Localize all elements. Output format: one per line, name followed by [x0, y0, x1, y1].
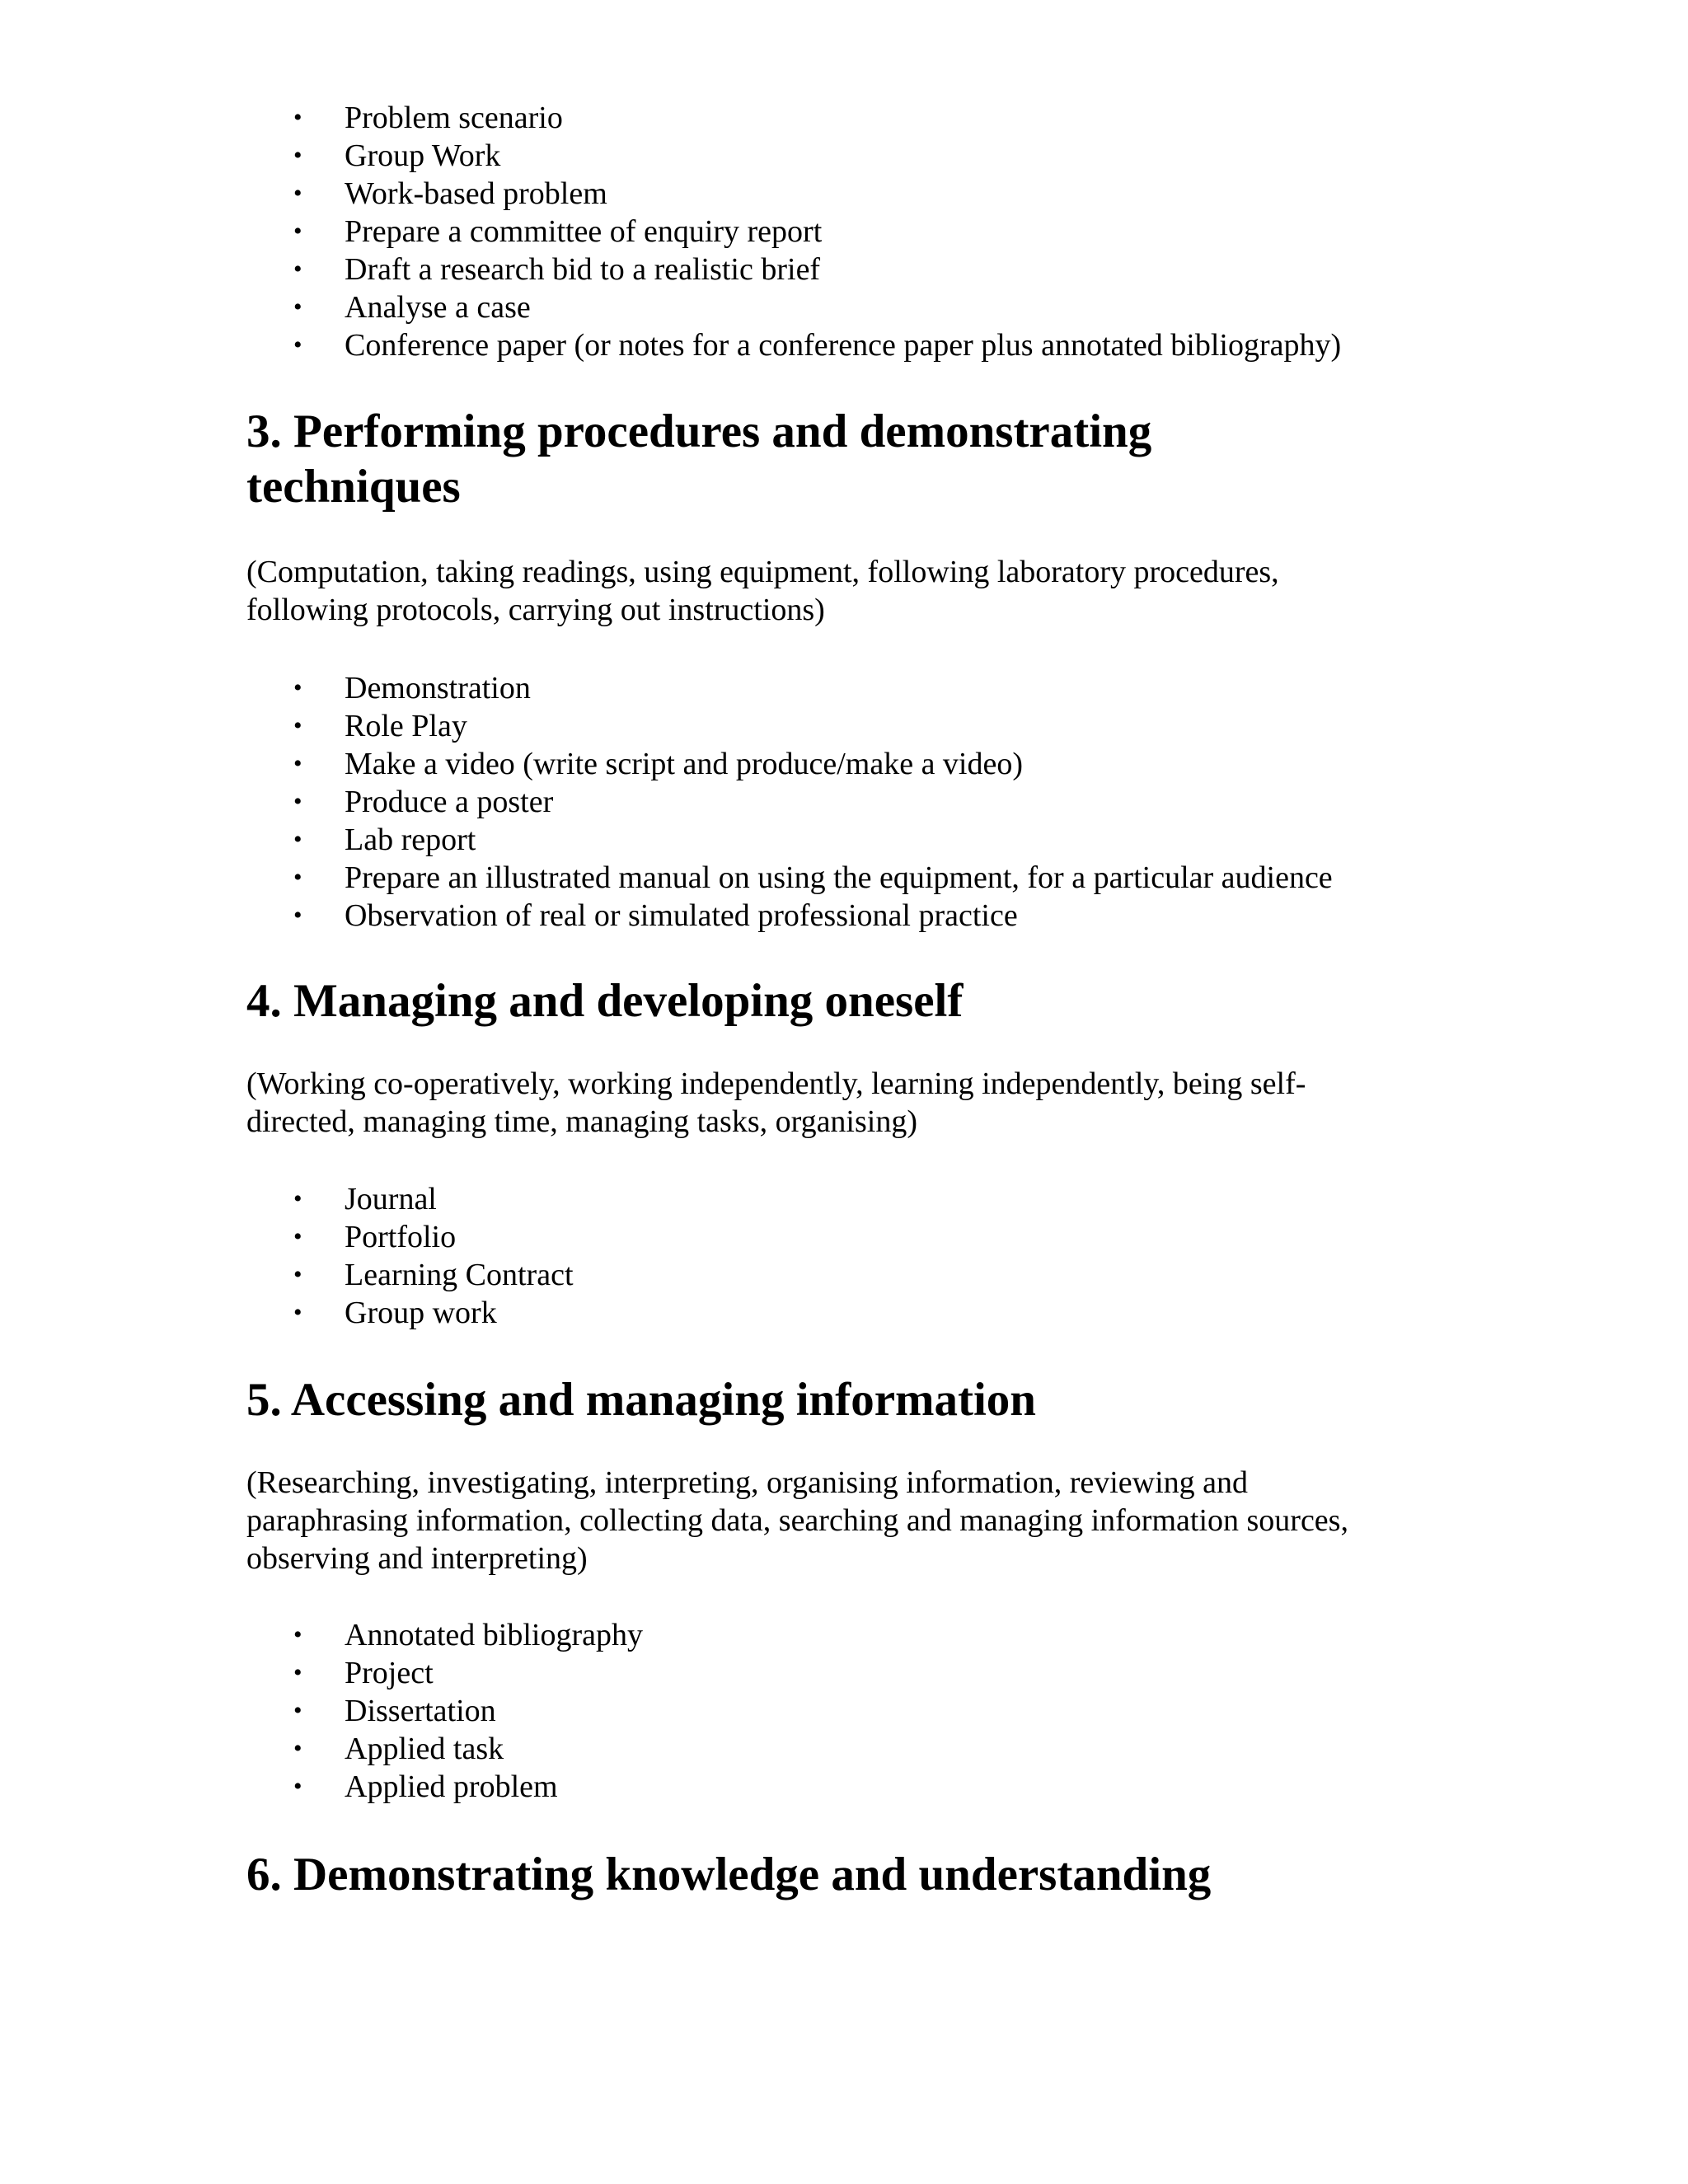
- section-4-heading: 4. Managing and developing oneself: [246, 975, 964, 1027]
- bullet-icon: •: [293, 1773, 302, 1800]
- list-item: • Conference paper (or notes for a conference paper plus annotated bibliography): [293, 328, 1342, 363]
- bullet-list-section-5: [0, 1616, 643, 1806]
- bullet-icon: •: [293, 864, 302, 891]
- bullet-icon: •: [293, 218, 302, 245]
- bullet-icon: •: [293, 788, 302, 815]
- bullet-icon: •: [293, 826, 302, 853]
- bullet-list-section-4: [0, 1180, 574, 1332]
- list-item: • Analyse a case: [293, 290, 531, 325]
- bullet-icon: •: [293, 902, 302, 929]
- bullet-icon: •: [293, 142, 302, 169]
- bullet-list-section-3: [0, 669, 1333, 935]
- bullet-icon: •: [293, 750, 302, 777]
- list-item: • Problem scenario: [293, 101, 563, 135]
- list-item: • Group Work: [293, 138, 501, 173]
- list-item: • Make a video (write script and produce/make a video): [293, 747, 1024, 781]
- section-4-description: (Working co-operatively, working independently, learning independently, being self- directed, managing time, managing tasks, organising): [246, 1066, 1306, 1139]
- bullet-icon: •: [293, 1261, 302, 1288]
- bullet-icon: •: [293, 712, 302, 739]
- list-item: • Journal: [293, 1182, 437, 1216]
- bullet-icon: •: [293, 674, 302, 701]
- bullet-icon: •: [293, 1299, 302, 1326]
- list-item: • Prepare a committee of enquiry report: [293, 214, 823, 249]
- list-item: • Draft a research bid to a realistic brief: [293, 252, 821, 287]
- section-5-description: (Researching, investigating, interpreting, organising information, reviewing and paraphrasing information, collecting data, searching and managing information sources, observing and interpreting): [246, 1465, 1348, 1576]
- section-3-description: (Computation, taking readings, using equipment, following laboratory procedures, following protocols, carrying out instructions): [246, 555, 1279, 627]
- list-item: • Role Play: [293, 709, 467, 743]
- list-item: • Dissertation: [293, 1694, 496, 1728]
- bullet-icon: •: [293, 180, 302, 207]
- list-item: • Demonstration: [293, 671, 531, 705]
- bullet-icon: •: [293, 1621, 302, 1648]
- list-item: • Annotated bibliography: [293, 1618, 643, 1652]
- bullet-icon: •: [293, 255, 302, 283]
- list-item: • Produce a poster: [293, 785, 554, 819]
- section-6-heading: 6. Demonstrating knowledge and understanding: [246, 1849, 1212, 1900]
- bullet-icon: •: [293, 1185, 302, 1212]
- bullet-icon: •: [293, 1659, 302, 1686]
- list-item: • Work-based problem: [293, 176, 607, 211]
- bullet-icon: •: [293, 1223, 302, 1250]
- bullet-icon: •: [293, 1697, 302, 1724]
- list-item: • Portfolio: [293, 1220, 457, 1254]
- list-item: • Prepare an illustrated manual on using the equipment, for a particular audience: [293, 860, 1333, 895]
- bullet-list-top: [0, 99, 1341, 364]
- bullet-icon: •: [293, 104, 302, 131]
- list-item: • Learning Contract: [293, 1258, 574, 1292]
- bullet-icon: •: [293, 331, 302, 359]
- section-5-heading: 5. Accessing and managing information: [246, 1374, 1037, 1426]
- bullet-icon: •: [293, 1735, 302, 1762]
- list-item: • Applied problem: [293, 1769, 558, 1804]
- list-item: • Lab report: [293, 823, 476, 857]
- list-item: • Observation of real or simulated professional practice: [293, 898, 1018, 933]
- list-item: • Group work: [293, 1296, 497, 1330]
- bullet-icon: •: [293, 293, 302, 321]
- list-item: • Project: [293, 1656, 434, 1690]
- list-item: • Applied task: [293, 1732, 504, 1766]
- section-3-heading: 3. Performing procedures and demonstrating techniques: [246, 405, 1152, 513]
